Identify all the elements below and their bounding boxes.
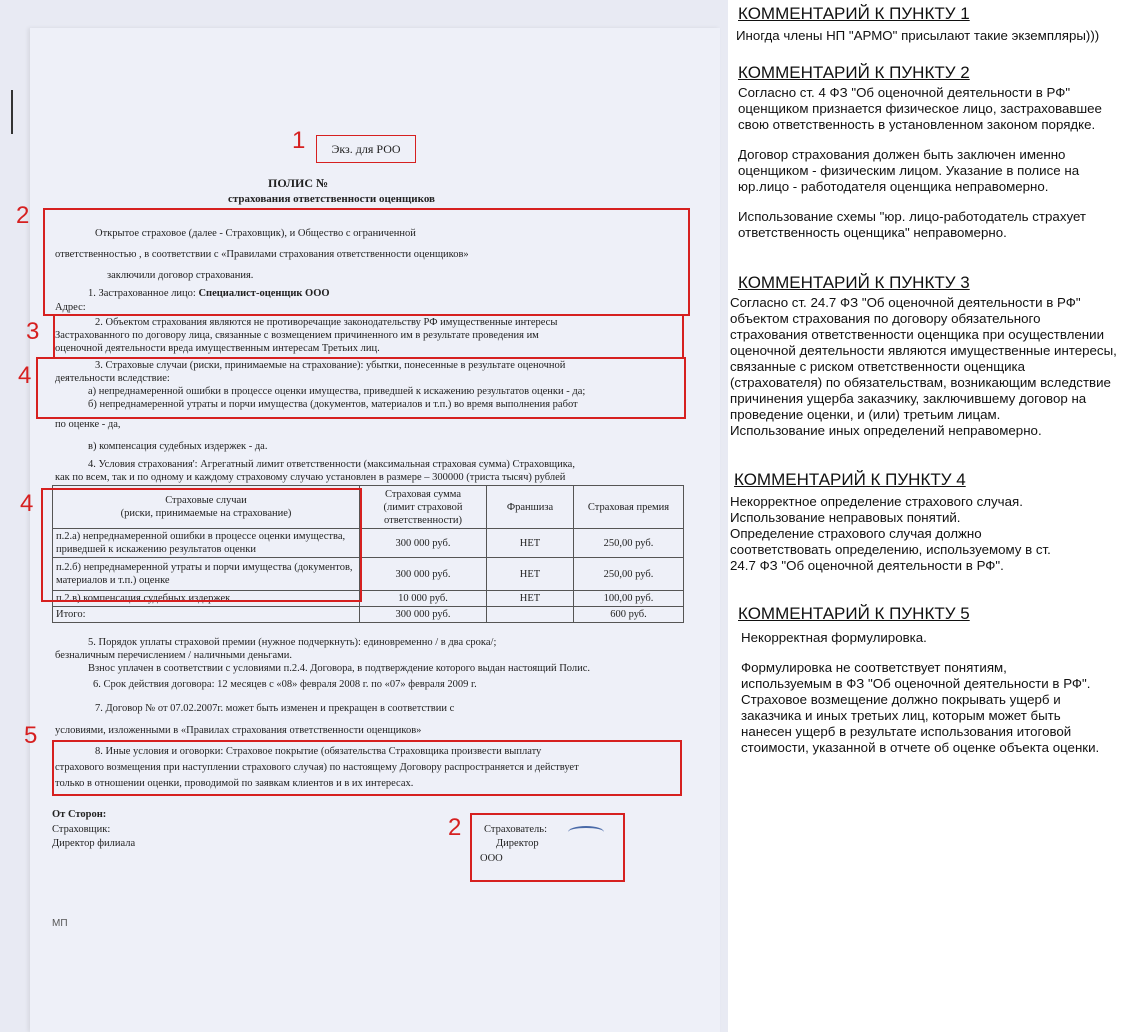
marker-5: 5	[24, 722, 38, 749]
marker-3: 3	[26, 318, 40, 345]
table-cell: 300 000 руб.	[360, 558, 487, 591]
comment-text: Согласно ст. 24.7 ФЗ "Об оценочной деятельности в РФ" объектом страхования по договору обязательного страхования ответственности оценщика при осуществлении оценочной деятельности являются имущественные интересы, связанные с риском ответственности оценщика (страхователя) по обязательствам, возникающим вследствие причинения ущерба заказчику, заключившему договор на проведение оценки, и (или) третьим лицам.	[730, 295, 1117, 422]
comment-text: Использование схемы "юр. лицо-работодатель страхует ответственность оценщика" неправомерно.	[738, 209, 1087, 240]
table-cell: НЕТ	[487, 558, 574, 591]
item-1-label: 1. Застрахованное лицо:	[88, 288, 199, 299]
policy-subtitle: страхования ответственности оценщиков	[228, 193, 435, 205]
comment-text: Использование неправовых понятий.	[730, 510, 961, 525]
item-6: 6. Срок действия договора: 12 месяцев с «08» февраля 2008 г. по «07» февраля 2009 г.	[93, 679, 477, 690]
marker-2: 2	[16, 202, 30, 229]
item-8-line: 8. Иные условия и оговорки: Страховое покрытие (обязательства Страховщика произвести выплату	[95, 746, 542, 757]
comment-1	[730, 4, 1125, 44]
table-cell: НЕТ	[487, 529, 574, 558]
insured-label: Страхователь:	[484, 824, 547, 835]
item-3-line: в) компенсация судебных издержек - да.	[88, 441, 268, 452]
table-header: Страховые случаи (риски, принимаемые на страхование)	[53, 486, 360, 529]
highlight-box-2	[43, 208, 690, 316]
intro-line: ответственностью , в соответствии с «Правилами страхования ответственности оценщиков»	[55, 249, 469, 260]
item-2-line: 2. Объектом страхования являются не противоречащие законодательству РФ имущественные интересы	[95, 317, 558, 328]
table-cell: п.2.б) непреднамеренной утраты и порчи имущества (документов, материалов и т.п.) оценке	[53, 558, 360, 591]
table-cell: Итого:	[53, 607, 360, 623]
table-total-row	[53, 607, 684, 623]
comment-text: Формулировка не соответствует понятиям, используемым в ФЗ "Об оценочной деятельности в РФ".	[741, 660, 1091, 691]
comment-2	[730, 63, 1125, 241]
comment-text: Согласно ст. 4 ФЗ "Об оценочной деятельности в РФ" оценщиком признается физическое лицо, застраховавшее свою ответственность в установленном законом порядке.	[738, 85, 1102, 132]
item-4-line: как по всем, так и по одному и каждому страховому случаю установлен в размере – 300000 (триста тысяч) рублей	[55, 472, 566, 483]
table-header: Страховая сумма (лимит страховой ответственности)	[360, 486, 487, 529]
highlight-box-2-signature	[470, 813, 625, 882]
table-cell: 600 руб.	[574, 607, 684, 623]
table-cell	[487, 607, 574, 623]
comment-text: Использование иных определений неправомерно.	[730, 423, 1042, 438]
comment-text: Определение страхового случая должно соответствовать определению, используемому в ст. 24.7 ФЗ "Об оценочной деятельности в РФ".	[730, 526, 1051, 573]
item-3-line: 3. Страховые случаи (риски, принимаемые на страхование): убытки, понесенные в результате оценочной	[95, 360, 566, 371]
comment-4	[730, 470, 1125, 574]
marker-4: 4	[18, 362, 32, 389]
highlight-box-5	[52, 740, 682, 796]
highlight-box-4	[36, 357, 686, 419]
item-5-line: безналичным перечислением / наличными деньгами.	[55, 650, 293, 661]
item-5-line: 5. Порядок уплаты страховой премии (нужное подчеркнуть): единовременно / в два срока/;	[88, 637, 497, 648]
intro-line: заключили договор страхования.	[107, 270, 254, 281]
comment-text: Некорректное определение страхового случая.	[730, 494, 1023, 509]
binder-mark	[11, 90, 13, 134]
comment-text: Иногда члены НП "АРМО" присылают такие экземпляры)))	[736, 28, 1100, 43]
marker-2-signature: 2	[448, 814, 462, 841]
highlight-box-4-table	[41, 488, 362, 602]
table-cell: п.2.а) непреднамеренной ошибки в процессе оценки имущества, приведшей к искажению результатов оценки	[53, 529, 360, 558]
table-cell: 250,00 руб.	[574, 558, 684, 591]
item-5-line: Взнос уплачен в соответствии с условиями п.2.4. Договора, в подтверждение которого выдан настоящий Полис.	[88, 663, 591, 674]
marker-1: 1	[292, 127, 306, 154]
insured-role: Директор	[496, 838, 539, 849]
comment-3	[730, 273, 1125, 439]
item-3-line: деятельности вследствие:	[55, 373, 170, 384]
copy-label: Экз. для РОО	[316, 135, 416, 163]
item-7-line: 7. Договор № от 07.02.2007г. может быть изменен и прекращен в соответствии с	[95, 703, 455, 714]
item-5	[55, 636, 685, 675]
highlight-box-3	[53, 314, 684, 359]
comment-heading: КОММЕНТАРИЙ К ПУНКТУ 4	[734, 470, 966, 489]
comment-text: Некорректная формулировка.	[741, 630, 927, 645]
insurer-role: Директор филиала	[52, 838, 136, 849]
comment-heading: КОММЕНТАРИЙ К ПУНКТУ 2	[738, 63, 970, 82]
parties-title: От Сторон:	[52, 809, 107, 820]
comment-heading: КОММЕНТАРИЙ К ПУНКТУ 5	[738, 604, 970, 623]
stamp-mark: МП	[52, 918, 68, 929]
table-header: Страховая премия	[574, 486, 684, 529]
table-cell: 300 000 руб.	[360, 529, 487, 558]
item-1-value: Специалист-оценщик ООО	[198, 288, 330, 299]
item-3-line: по оценке - да,	[55, 419, 121, 430]
item-7-line: условиями, изложенными в «Правилах страхования ответственности оценщиков»	[55, 725, 422, 736]
table-cell: НЕТ	[487, 591, 574, 607]
comment-text: Страховое возмещение должно покрывать ущерб и заказчика и иных третьих лиц, которым может быть нанесен ущерб в результате использования итоговой стоимости, указанной в отчете об оценке объекта оценки.	[741, 692, 1100, 755]
table-cell: 300 000 руб.	[360, 607, 487, 623]
intro-line: Открытое страховое (далее - Страховщик), и Общество с ограниченной	[95, 228, 416, 239]
comment-heading: КОММЕНТАРИЙ К ПУНКТУ 1	[738, 4, 970, 23]
table-cell: 100,00 руб.	[574, 591, 684, 607]
item-4	[55, 458, 685, 484]
policy-title: ПОЛИС №	[268, 176, 329, 190]
table-header: Франшиза	[487, 486, 574, 529]
insurer-label: Страховщик:	[52, 824, 111, 835]
insured-org: ООО	[480, 853, 503, 864]
marker-4-table: 4	[20, 490, 34, 517]
item-3-line: а) непреднамеренной ошибки в процессе оценки имущества, приведшей к искажению результатов оценки - да;	[88, 386, 586, 397]
item-8-line: только в отношении оценки, проводимой по заявкам клиентов и в их интересах.	[55, 778, 414, 789]
comment-text: Договор страхования должен быть заключен именно оценщиком - физическим лицом. Указание в полисе на юр.лицо - работодателя оценщика неправомерно.	[738, 147, 1080, 194]
comment-5	[730, 604, 1125, 756]
table-cell: п.2.в) компенсация судебных издержек	[53, 591, 360, 607]
item-2-line: Застрахованного по договору лица, связанные с возмещением причиненного им в результате проведения им	[55, 330, 539, 341]
item-3-line: б) непреднамеренной утраты и порчи имущества (документов, материалов и т.п.) во время выполнения работ	[88, 399, 578, 410]
item-4-line: 4. Условия страхования': Агрегатный лимит ответственности (максимальная страховая сумма) Страховщика,	[88, 459, 575, 470]
table-cell: 10 000 руб.	[360, 591, 487, 607]
item-2-line: оценочной деятельности вреда имущественным интересам Третьих лиц.	[55, 343, 380, 354]
table-cell: 250,00 руб.	[574, 529, 684, 558]
comment-heading: КОММЕНТАРИЙ К ПУНКТУ 3	[738, 273, 970, 292]
item-8-line: страхового возмещения при наступлении страхового случая) по настоящему Договору распространяется и действует	[55, 762, 579, 773]
address-label: Адрес:	[55, 302, 86, 313]
item-7	[55, 698, 683, 742]
